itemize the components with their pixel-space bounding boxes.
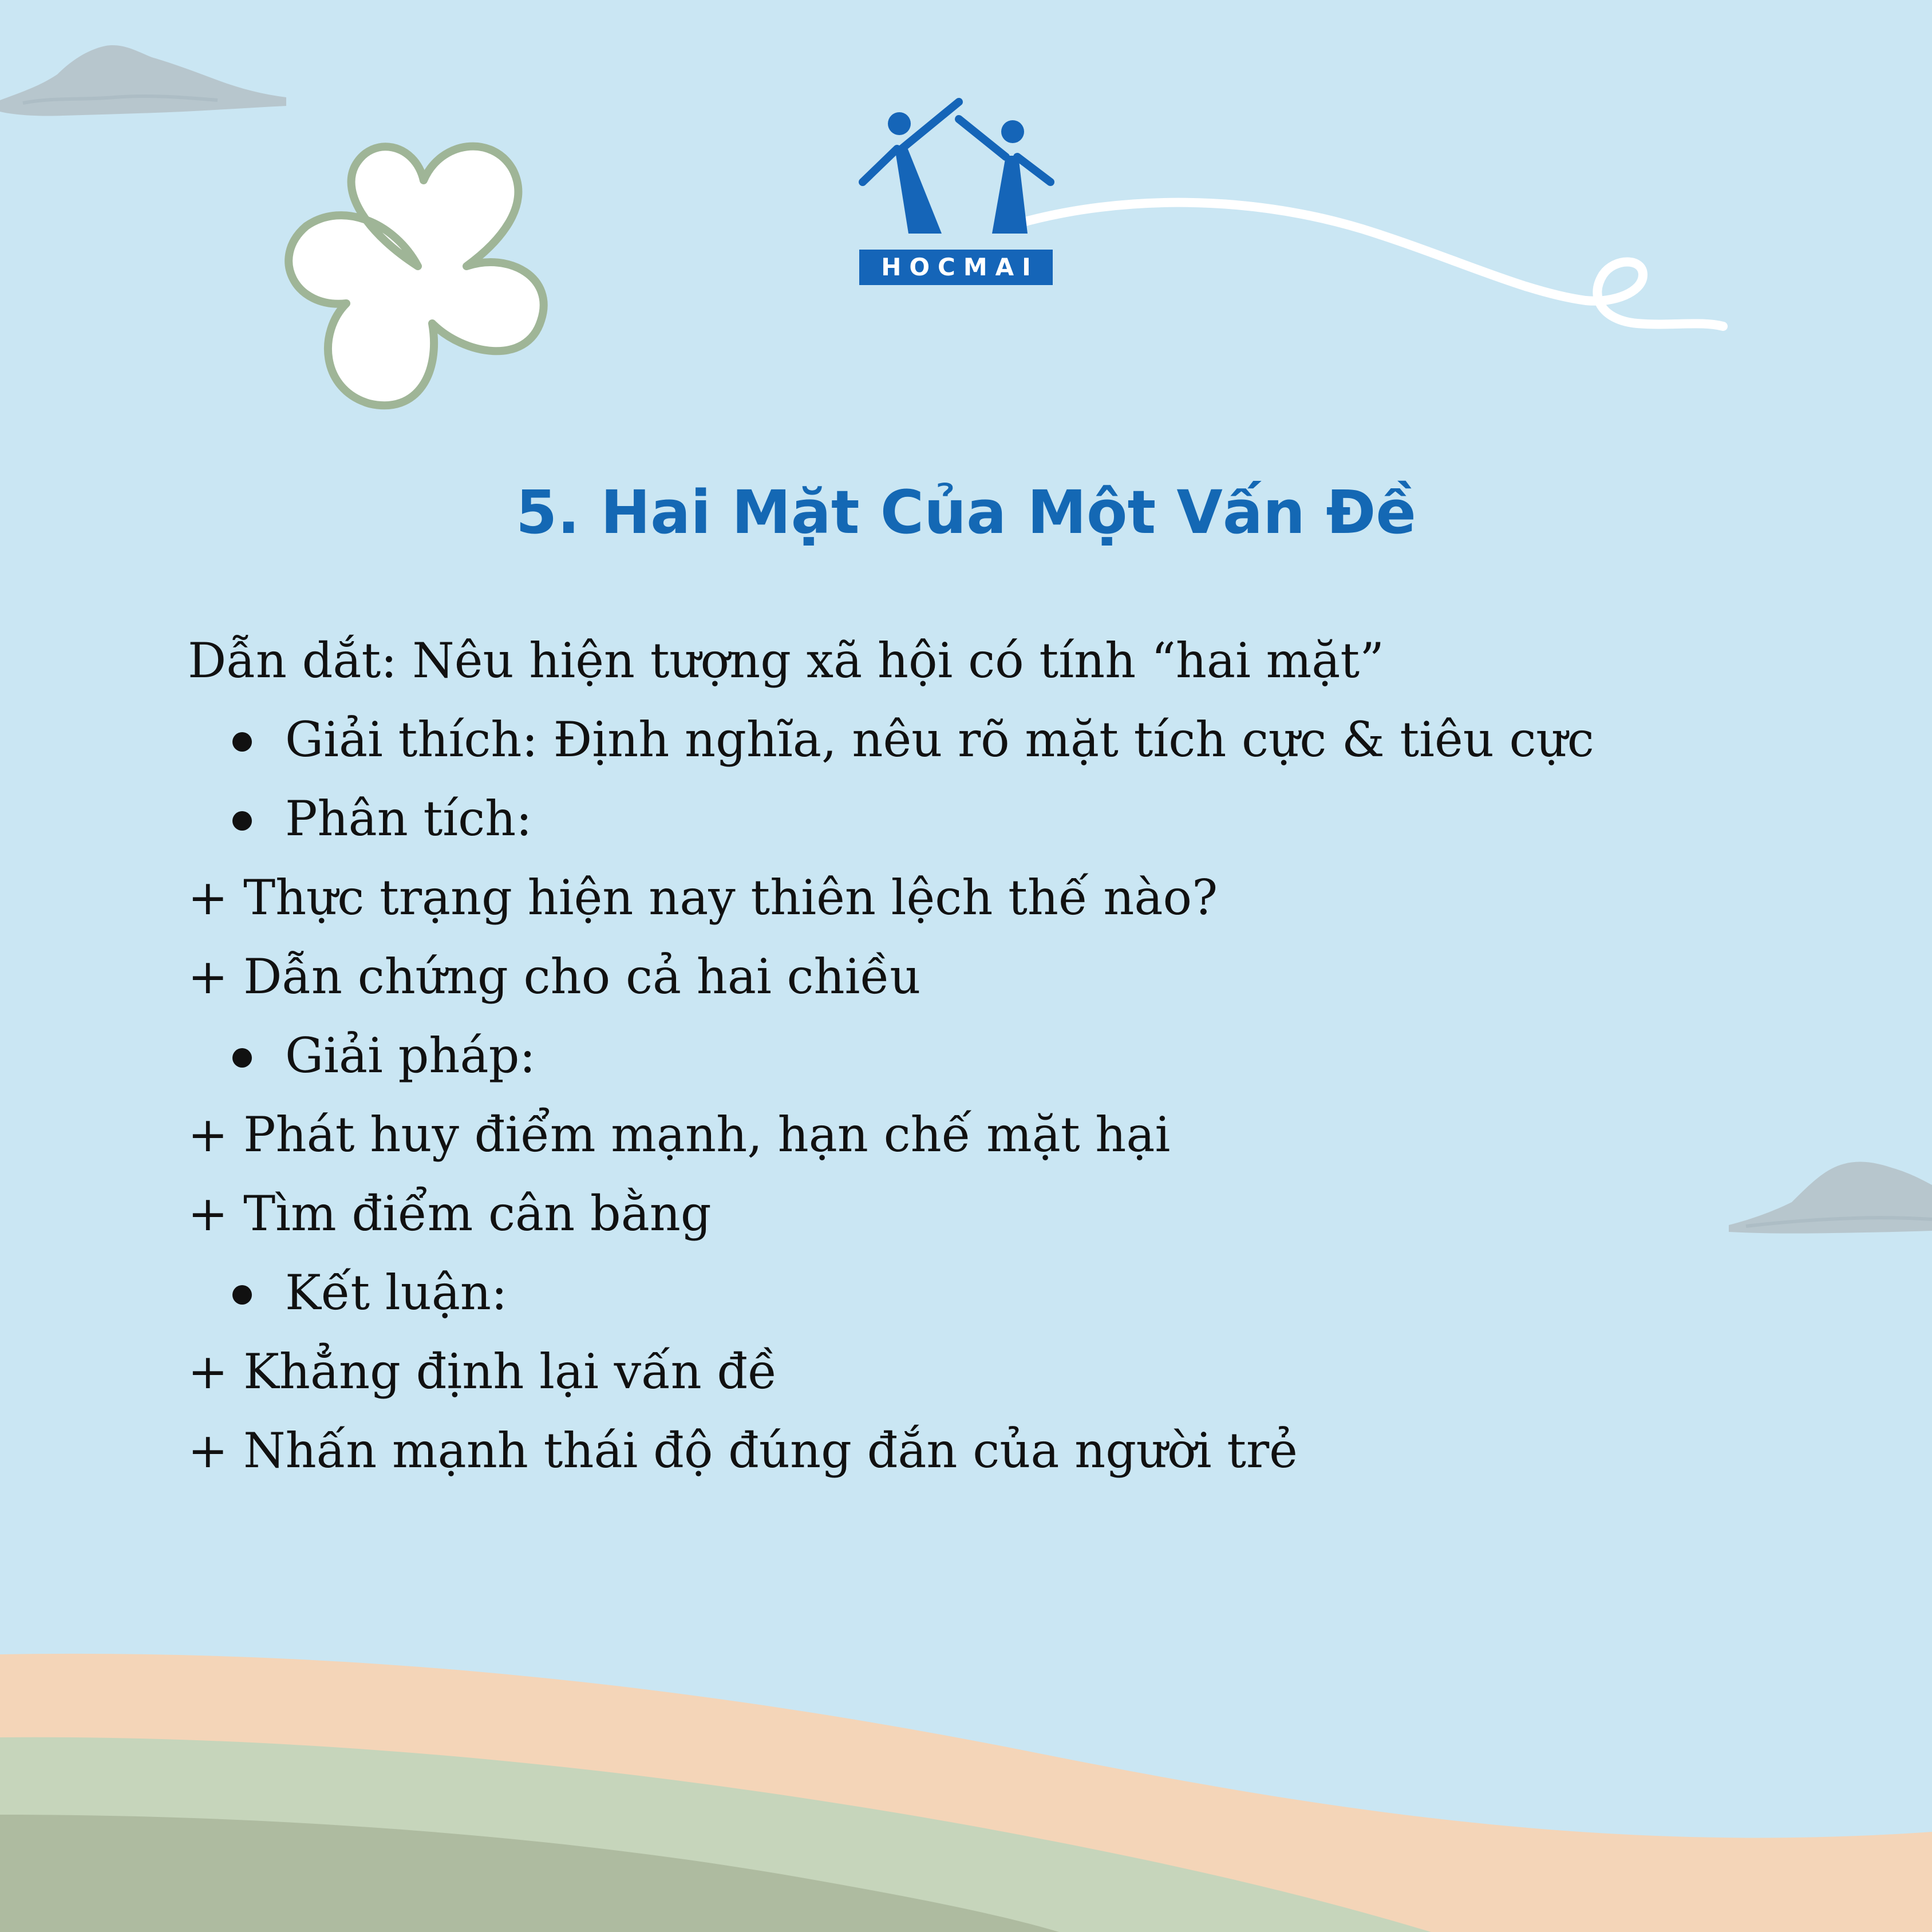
logo-figures-icon xyxy=(856,96,1056,251)
flower-icon xyxy=(269,126,567,424)
bullet-item-explain: Giải thích: Định nghĩa, nêu rõ mặt tích cực & tiêu cực xyxy=(188,700,1733,779)
sub-item-line: + Dẫn chứng cho cả hai chiều xyxy=(188,949,921,1005)
sub-item-line: + Nhấn mạnh thái độ đúng đắn của người trẻ xyxy=(188,1423,1298,1479)
bullet-item-analysis: Phân tích: xyxy=(188,779,1733,858)
sub-item-line: + Phát huy điểm mạnh, hạn chế mặt hại xyxy=(188,1107,1171,1163)
wave-bands xyxy=(0,1637,1932,1932)
logo-wordmark: HOCMAI xyxy=(859,250,1053,285)
swoosh-icon xyxy=(1008,177,1729,361)
outline-content xyxy=(188,621,1733,1490)
page-title: 5. Hai Mặt Của Một Vấn Đề xyxy=(516,477,1416,547)
sub-item-line: + Thực trạng hiện nay thiên lệch thế nào? xyxy=(188,870,1218,926)
bullet-item-conclusion: Kết luận: xyxy=(188,1253,1733,1332)
bullet-item-solution: Giải pháp: xyxy=(188,1016,1733,1095)
cloud-icon xyxy=(0,40,286,120)
content-line-intro: Dẫn dắt: Nêu hiện tượng xã hội có tính “hai mặt” xyxy=(188,633,1385,689)
cloud-icon xyxy=(1729,1151,1932,1236)
sub-item-line: + Khẳng định lại vấn đề xyxy=(188,1344,777,1400)
sub-item-line: + Tìm điểm cân bằng xyxy=(188,1186,712,1242)
hocmai-logo xyxy=(856,96,1056,288)
